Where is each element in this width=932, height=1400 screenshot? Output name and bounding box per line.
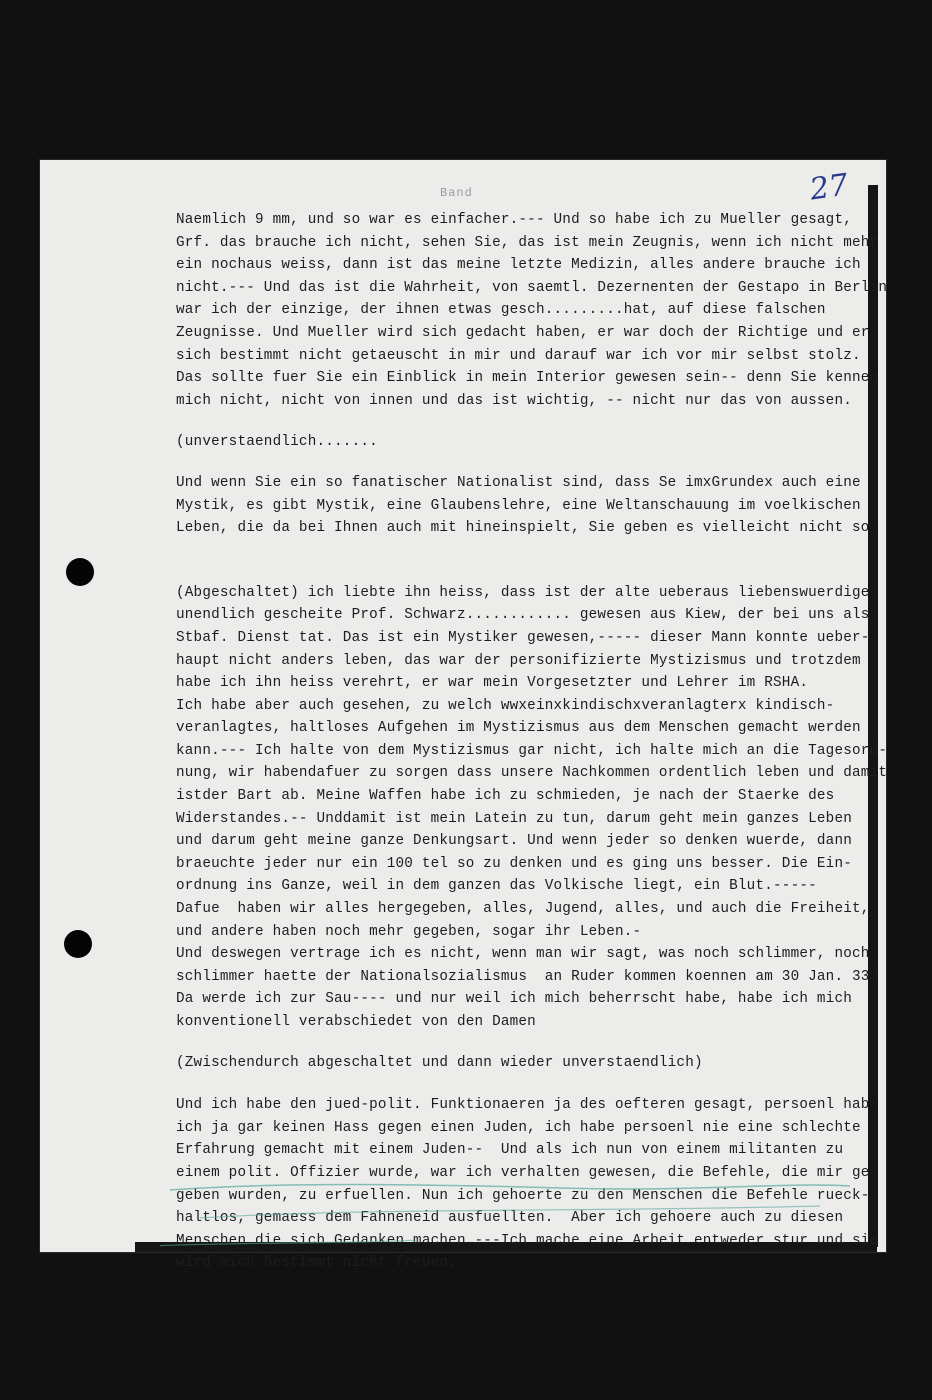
paragraph [176,472,879,540]
text-line: nung, wir habendafuer zu sorgen dass unsere Nachkommen ordentlich leben und damit [176,765,888,782]
text-line: unendlich gescheite Prof. Schwarz............ gewesen aus Kiew, der bei uns als [176,607,870,624]
text-line: Widerstandes.-- Unddamit ist mein Latein zu tun, darum geht mein ganzes Leben [176,810,853,827]
text-line: habe ich ihn heiss verehrt, er war mein Vorgesetzter und Lehrer im RSHA. [176,675,809,692]
text-line: istder Bart ab. Meine Waffen habe ich zu schmieden, je nach der Staerke des [176,788,835,805]
text-line: sich bestimmt nicht getaeuscht in mir und darauf war ich vor mir selbst stolz. [176,347,861,364]
text-line: konventionell verabschiedet von den Damen [176,1014,536,1030]
page-header-label: Band [440,186,473,200]
punch-hole [66,558,94,586]
punch-hole [64,930,92,958]
text-line: braeuchte jeder nur ein 100 tel so zu denken und es ging uns besser. Die Ein- [176,855,853,872]
text-line: Stbaf. Dienst tat. Das ist ein Mystiker gewesen,----- dieser Mann konnte ueber- [176,629,870,646]
text-line: mich nicht, nicht von innen und das ist wichtig, -- nicht nur das von aussen. [176,392,853,409]
text-line: schlimmer haette der Nationalsozialismus an Ruder kommen koennen am 30 Jan. 33? [176,968,879,985]
text-line: Naemlich 9 mm, und so war es einfacher.--- Und so habe ich zu Mueller gesagt, [176,212,853,228]
text-line: war ich der einzige, der ihnen etwas gesch.........hat, auf diese falschen [176,302,826,319]
text-line: ich ja gar keinen Hass gegen einen Juden, ich habe persoenl nie eine schlechte [176,1119,861,1136]
text-line: Grf. das brauche ich nicht, sehen Sie, das ist mein Zeugnis, wenn ich nicht mehr [176,234,879,251]
text-line: und darum geht meine ganze Denkungsart. Und wenn jeder so denken wuerde, dann [176,833,853,850]
text-line: und andere haben noch mehr gegeben, sogar ihr Leben.- [176,923,642,940]
text-line: (Zwischendurch abgeschaltet und dann wieder unverstaendlich) [176,1054,703,1071]
text-line: Und wenn Sie ein so fanatischer Nationalist sind, dass Se imxGrundex auch eine [176,474,861,491]
text-line: ordnung ins Ganze, weil in dem ganzen das Volkische liegt, ein Blut.----- [176,878,817,895]
text-line: haltlos, gemaess dem Fahneneid ausfuellten. Aber ich gehoere auch zu diesen [176,1210,844,1227]
text-line: Und ich habe den jued-polit. Funktionaeren ja des oefteren gesagt, persoenl habe [176,1097,879,1114]
handwritten-underline [160,1178,860,1258]
text-line: Das sollte fuer Sie ein Einblick in mein Interior gewesen sein-- denn Sie kennen [176,370,879,387]
paragraph [176,582,888,1034]
text-line: Menschen die sich Gedanken machen.---Ich mache eine Arbeit entweder stur und sie [176,1232,879,1249]
text-line: Und deswegen vertrage ich es nicht, wenn man wir sagt, was noch schlimmer, noch [176,946,870,963]
text-line: ein nochaus weiss, dann ist das meine letzte Medizin, alles andere brauche ich [176,257,861,274]
text-line: Da werde ich zur Sau---- und nur weil ich mich beherrscht habe, habe ich mich [176,991,853,1008]
text-line: (Abgeschaltet) ich liebte ihn heiss, dass ist der alte ueberaus liebenswuerdige [176,584,870,601]
text-line: wird mich bestimmt nicht freuen. [176,1255,457,1272]
text-line: nicht.--- Und das ist die Wahrheit, von saemtl. Dezernenten der Gestapo in Berlin [176,279,888,296]
text-line: Dafue haben wir alles hergegeben, alles, Jugend, alles, und auch die Freiheit, [176,901,870,918]
text-line: haupt nicht anders leben, das war der personifizierte Mystizismus und trotzdem [176,652,861,669]
text-line: Erfahrung gemacht mit einem Juden-- Und als ich nun von einem militanten zu [176,1142,844,1159]
typewritten-text [176,209,888,1275]
text-line: Zeugnisse. Und Mueller wird sich gedacht haben, er war doch der Richtige und er [176,324,870,341]
paragraph [176,209,888,412]
handwritten-page-number: 27 [807,167,851,208]
text-line: geben wurden, zu erfuellen. Nun ich gehoerte zu den Menschen die Befehle rueck- [176,1187,870,1204]
paragraph [176,431,876,454]
text-line: veranlagtes, haltloses Aufgehen im Mystizismus aus dem Menschen gemacht werden [176,720,861,737]
text-line: Leben, die da bei Ihnen auch mit hineinspielt, Sie geben es vielleicht nicht so. [176,520,879,537]
text-line: einem polit. Offizier wurde, war ich verhalten gewesen, die Befehle, die mir ge- [176,1164,879,1181]
paragraph [176,1052,876,1075]
text-line: (unverstaendlich....... [176,434,378,451]
text-line: kann.--- Ich halte von dem Mystizismus gar nicht, ich halte mich an die Tagesord- [176,742,888,759]
text-line: Ich habe aber auch gesehen, zu welch wwxeinxkindischxveranlagterx kindisch- [176,697,835,714]
text-line: Mystik, es gibt Mystik, eine Glaubenslehre, eine Weltanschauung im voelkischen [176,497,861,514]
